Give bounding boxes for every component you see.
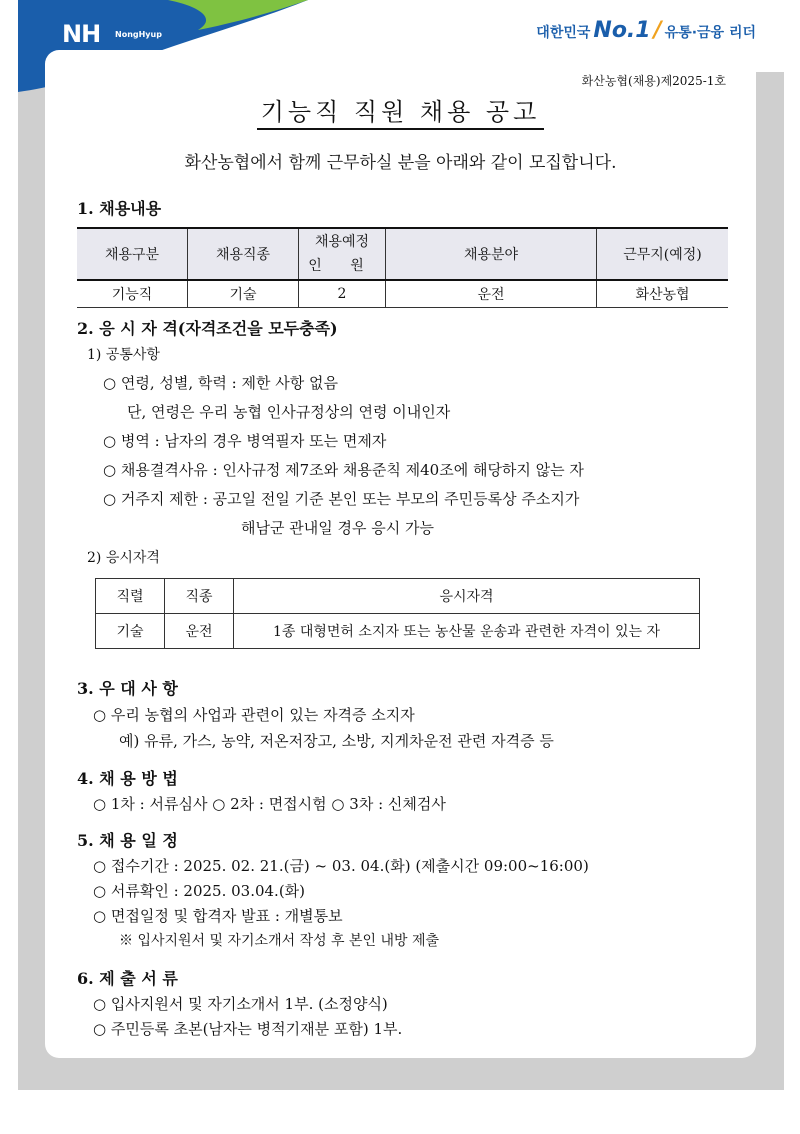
td-series: 기술 <box>96 614 165 649</box>
list-item: ○ 병역 : 남자의 경우 병역필자 또는 면제자 <box>103 432 387 450</box>
document-title <box>45 92 756 127</box>
section-2-heading: 2. 응 시 자 격(자격조건을 모두충족) <box>77 319 338 338</box>
th-headcount-line1: 채용예정 <box>314 234 370 250</box>
slogan-no1: No.1 <box>593 18 651 43</box>
list-item: ○ 서류확인 : 2025. 03.04.(화) <box>93 882 306 900</box>
slogan <box>536 18 756 43</box>
th-field: 채용분야 <box>386 228 597 280</box>
sub-qualification: 2) 응시자격 <box>87 550 160 566</box>
logo-subtext: NongHyup <box>115 30 162 39</box>
section-1-heading: 1. 채용내용 <box>77 199 162 218</box>
list-item: 해남군 관내일 경우 응시 가능 <box>241 519 434 537</box>
title-text: 기능직 직원 채용 공고 <box>257 98 545 130</box>
list-item: ○ 주민등록 초본(남자는 병적기재분 포함) 1부. <box>93 1020 403 1038</box>
th-category: 채용구분 <box>77 228 188 280</box>
section-4-heading: 4. 채 용 방 법 <box>77 769 178 788</box>
intro-text: 화산농협에서 함께 근무하실 분을 아래와 같이 모집합니다. <box>184 153 617 173</box>
slogan-slash-icon: / <box>653 18 662 43</box>
list-item: ○ 우리 농협의 사업과 관련이 있는 자격증 소지자 <box>93 706 415 724</box>
td-category: 기능직 <box>77 280 188 308</box>
document-number: 화산농협(채용)제2025-1호 <box>581 74 726 88</box>
td-type: 운전 <box>165 614 234 649</box>
slogan-post: 유통·금융 리더 <box>664 25 756 41</box>
document-paper <box>45 50 756 1058</box>
section-5-heading: 5. 채 용 일 정 <box>77 831 178 850</box>
td-location: 화산농협 <box>597 280 729 308</box>
td-field: 운전 <box>386 280 597 308</box>
list-item: ○ 연령, 성별, 학력 : 제한 사항 없음 <box>103 374 338 392</box>
list-item: 예) 유류, 가스, 농약, 저온저장고, 소방, 지게차운전 관련 자격증 등 <box>119 732 554 750</box>
list-item: 단, 연령은 우리 농협 인사규정상의 연령 이내인자 <box>127 403 451 421</box>
th-type: 직종 <box>165 579 234 614</box>
th-series: 직렬 <box>96 579 165 614</box>
method-line: ○ 1차 : 서류심사 ○ 2차 : 면접시험 ○ 3차 : 신체검사 <box>93 795 446 813</box>
section-3-heading: 3. 우 대 사 항 <box>77 679 178 698</box>
list-item: ○ 채용결격사유 : 인사규정 제7조와 채용준칙 제40조에 해당하지 않는 자 <box>103 461 584 479</box>
td-job-type: 기술 <box>188 280 299 308</box>
list-item: ○ 면접일정 및 합격자 발표 : 개별통보 <box>93 907 343 925</box>
list-item: ○ 입사지원서 및 자기소개서 1부. (소정양식) <box>93 995 388 1013</box>
qualification-table <box>95 578 700 649</box>
slogan-pre: 대한민국 <box>536 25 591 41</box>
td-headcount: 2 <box>299 280 386 308</box>
th-job-type: 채용직종 <box>188 228 299 280</box>
list-item: ○ 거주지 제한 : 공고일 전일 기준 본인 또는 부모의 주민등록상 주소지가 <box>103 490 580 508</box>
table-row <box>77 280 728 308</box>
th-qualification: 응시자격 <box>234 579 700 614</box>
td-qualification: 1종 대형면허 소지자 또는 농산물 운송과 관련한 자격이 있는 자 <box>234 614 700 649</box>
th-headcount-line2: 인 원 <box>308 258 376 274</box>
section-6-heading: 6. 제 출 서 류 <box>77 969 178 988</box>
table-row <box>96 614 700 649</box>
th-headcount <box>299 228 386 280</box>
logo-text: NH <box>62 20 101 48</box>
recruit-table <box>77 227 728 308</box>
note-item: ※ 입사지원서 및 자기소개서 작성 후 본인 내방 제출 <box>119 933 440 949</box>
sub-common: 1) 공통사항 <box>87 347 160 363</box>
th-location: 근무지(예정) <box>597 228 729 280</box>
list-item: ○ 접수기간 : 2025. 02. 21.(금) ~ 03. 04.(화) (제출시간 09:00~16:00) <box>93 857 589 875</box>
